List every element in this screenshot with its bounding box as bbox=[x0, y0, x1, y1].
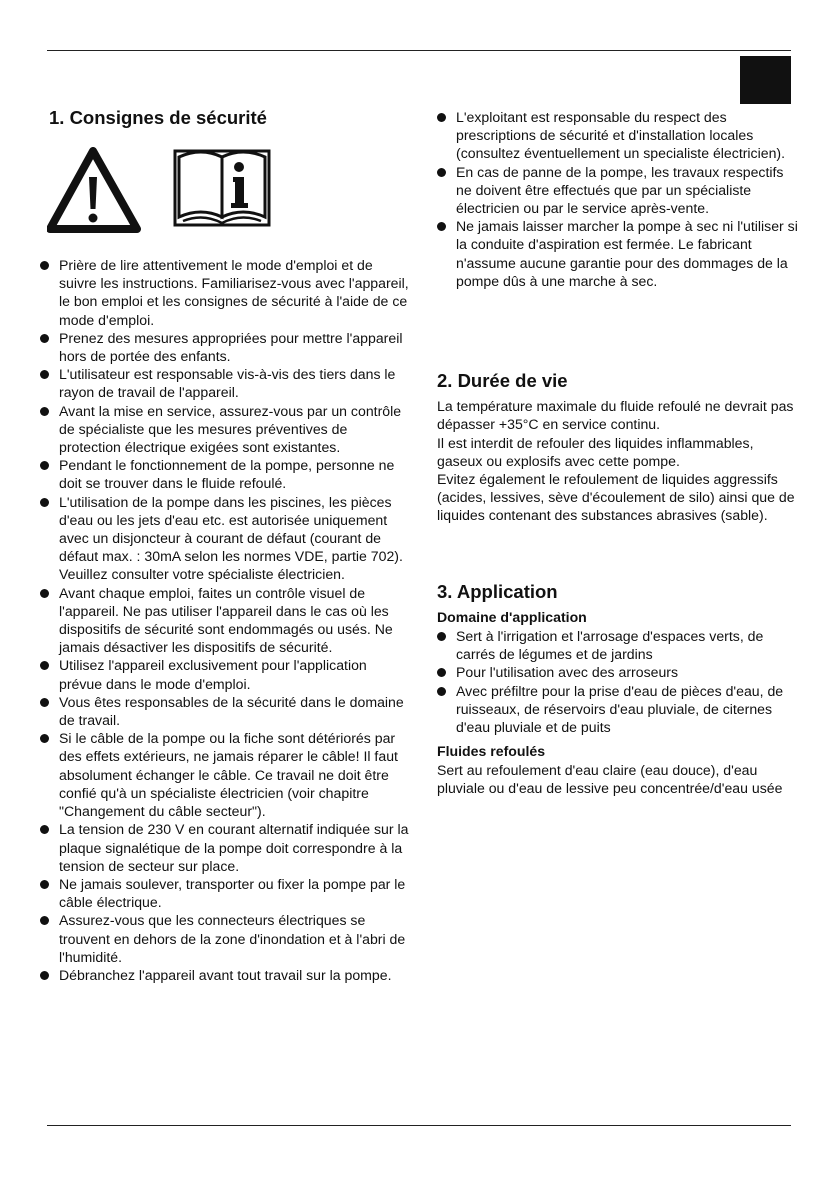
list-item: Assurez-vous que les connecteurs électriques se trouvent en dehors de la zone d'inondation et à l'abri de l'humidité. bbox=[40, 911, 412, 966]
section-2-paragraph-2: Il est interdit de refouler des liquides inflammables, gaseux ou explosifs avec cette pompe. bbox=[437, 435, 754, 470]
section-2-paragraph-3: Evitez également le refoulement de liquides aggressifs (acides, lessives, sève d'écoulement de silo) ainsi que de liquides contenant des substances abrasives (sable). bbox=[437, 471, 795, 524]
pumped-fluids-text: Sert au refoulement d'eau claire (eau douce), d'eau pluviale ou d'eau de lessive peu concentrée/d'eau usée bbox=[437, 762, 783, 797]
safety-bullet-list bbox=[40, 256, 412, 984]
list-item: Utilisez l'appareil exclusivement pour l'application prévue dans le mode d'emploi. bbox=[40, 656, 412, 692]
list-item: Prière de lire attentivement le mode d'emploi et de suivre les instructions. Familiarisez-vous avec l'appareil, le bon emploi et les consignes de sécurité à l'aide de ce mode d'emploi. bbox=[40, 256, 412, 329]
list-item: La tension de 230 V en courant alternatif indiquée sur la plaque signalétique de la pompe doit correspondre à la tension de secteur sur place. bbox=[40, 820, 412, 875]
list-item: L'utilisateur est responsable vis-à-vis des tiers dans le rayon de travail de l'appareil. bbox=[40, 365, 412, 401]
list-item: L'utilisation de la pompe dans les piscines, les pièces d'eau ou les jets d'eau etc. est autorisée uniquement avec un disjoncteur à courant de défaut (courant de défaut max. : 30mA selon les normes VDE, partie 702). Veuillez consulter votre spécialiste électricien. bbox=[40, 493, 412, 584]
safety-icons bbox=[47, 143, 287, 233]
list-item: Vous êtes responsables de la sécurité dans le domaine de travail. bbox=[40, 693, 412, 729]
list-item: Avant la mise en service, assurez-vous par un contrôle de spécialiste que les mesures préventives de protection électrique exigées sont existantes. bbox=[40, 402, 412, 457]
list-item: Pour l'utilisation avec des arroseurs bbox=[437, 663, 799, 681]
list-item: Sert à l'irrigation et l'arrosage d'espaces verts, de carrés de légumes et de jardins bbox=[437, 627, 799, 663]
list-item: L'exploitant est responsable du respect des prescriptions de sécurité et d'installation locales (consultez éventuellement un specialiste électricien). bbox=[437, 108, 799, 163]
top-rule bbox=[47, 50, 791, 51]
application-domain-subtitle: Domaine d'application bbox=[437, 609, 587, 625]
list-item: Avec préfiltre pour la prise d'eau de pièces d'eau, de ruisseaux, de réservoirs d'eau pluviale, de citernes d'eau pluviale et de puits bbox=[437, 682, 799, 737]
list-item: Prenez des mesures appropriées pour mettre l'appareil hors de portée des enfants. bbox=[40, 329, 412, 365]
list-item: Ne jamais laisser marcher la pompe à sec ni l'utiliser si la conduite d'aspiration est fermée. Le fabricant n'assume aucune garantie pour des dommages de la pompe dûs à une marche à sec. bbox=[437, 217, 799, 290]
warning-triangle-icon bbox=[47, 147, 147, 237]
section-2-title: 2. Durée de vie bbox=[437, 370, 568, 391]
list-item: Si le câble de la pompe ou la fiche sont détériorés par des effets extérieurs, ne jamais réparer le câble! Il faut absolument échanger le câble. Ce travail ne doit être confié qu'à un spécialiste électricien (voir chapitre "Changement du câble secteur"). bbox=[40, 729, 412, 820]
section-1-title: 1. Consignes de sécurité bbox=[49, 107, 267, 128]
list-item: Ne jamais soulever, transporter ou fixer la pompe par le câble électrique. bbox=[40, 875, 412, 911]
pumped-fluids-subtitle: Fluides refoulés bbox=[437, 743, 546, 759]
section-3-title: 3. Application bbox=[437, 581, 558, 602]
list-item: En cas de panne de la pompe, les travaux respectifs ne doivent être effectués que par un spécialiste électricien ou par le service après-vente. bbox=[437, 163, 799, 218]
language-tab-marker bbox=[740, 56, 791, 104]
safety-bullet-list-continued bbox=[437, 108, 799, 290]
list-item: Pendant le fonctionnement de la pompe, personne ne doit se trouver dans le fluide refoulé. bbox=[40, 456, 412, 492]
manual-info-book-icon bbox=[173, 143, 273, 233]
bottom-rule bbox=[47, 1125, 791, 1126]
section-2-paragraph-1: La température maximale du fluide refoulé ne devrait pas dépasser +35°C en service continu. bbox=[437, 398, 794, 433]
list-item: Avant chaque emploi, faites un contrôle visuel de l'appareil. Ne pas utiliser l'appareil dans le cas où les dispositifs de sécurité sont endommagés ou usés. Ne jamais désactiver les dispositifs de sécurité. bbox=[40, 584, 412, 657]
list-item: Débranchez l'appareil avant tout travail sur la pompe. bbox=[40, 966, 412, 984]
application-bullet-list bbox=[437, 627, 799, 736]
